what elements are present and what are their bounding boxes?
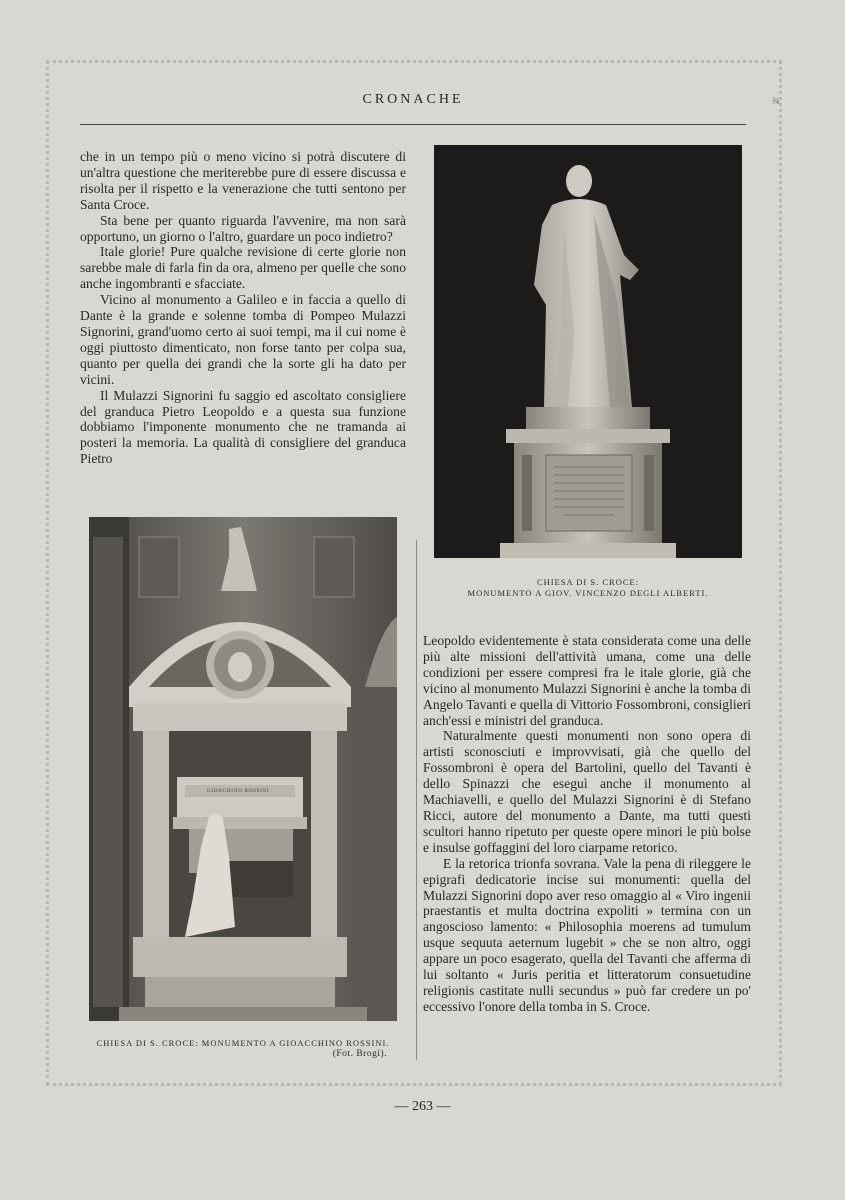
paragraph: Leopoldo evidentemente è stata considerata come una delle più alte missioni dell'attività umana, come una delle condizioni per essere compresi fra le itale glorie, già che vicino al monumento Mulazzi Signorini è anche la tomba di Angelo Tavanti e quella di Vittorio Fossombroni, consiglieri anch'essi e ministri del granduca. bbox=[423, 633, 751, 728]
header-rule bbox=[80, 124, 746, 125]
paragraph: che in un tempo più o meno vicino si potrà discutere di un'altra questione che meriterebbe pure di essere discussa e risolta per il rispetto e la venerazione che tutti sentono per Santa Croce. bbox=[80, 149, 406, 212]
caption-rossini bbox=[89, 1038, 397, 1060]
caption-alberti bbox=[434, 577, 742, 599]
paragraph: Itale glorie! Pure qualche revisione di certe glorie non sarebbe male di farla fin da ora, almeno per quelle che sono anche ingombranti e sfacciate. bbox=[80, 244, 406, 292]
caption-line: CHIESA DI S. CROCE: MONUMENTO A GIOACCHINO ROSSINI. bbox=[96, 1038, 390, 1048]
photo-alberti-monument bbox=[434, 145, 742, 558]
caption-line: CHIESA DI S. CROCE: bbox=[536, 577, 640, 587]
photo-credit: (Fot. Brogi). bbox=[332, 1049, 387, 1059]
paragraph: E la retorica trionfa sovrana. Vale la pena di rileggere le epigrafi dedicatorie incise sui monumenti: quella del Mulazzi Signorini dopo aver reso omaggio al « Viro ingenii praestantis et multa doctrina expoliti » termina con un angoscioso lamento: « Philosophia moerens ad tumulum usque sequuta aeternum lugebit » che se non altro, oggi appare un poco esagerato, quella del Tavanti che afferma di lui soltanto « Juris peritia et litteratorum consuetudine religionis castitate nulli secundus » può far credere un po' eccessivo l'onore della tomba in S. Croce. bbox=[423, 855, 751, 1014]
edge-mark: ¾ bbox=[772, 96, 780, 107]
page-number: — 263 — bbox=[394, 1099, 451, 1114]
paragraph: Naturalmente questi monumenti non sono opera di artisti sconosciuti e improvvisati, già che quello del Fossombroni è opera del Bartolini, quello del Tavanti è dello Spinazzi che eseguì anche il monumento al Machiavelli, e quello del Mulazzi Signorini è di Stefano Ricci, autore del monumento a Dante, ma tutti questi scultori hanno ripetuto per queste opere minori le più bolse e insulse goffaggini del loro ciarpame retorico. bbox=[423, 728, 751, 855]
paragraph: Il Mulazzi Signorini fu saggio ed ascoltato consigliere del granduca Pietro Leopoldo e a questa sua funzione dobbiamo l'imponente monumento che ne tramanda ai posteri la memoria. La qualità di consigliere del granduca Pietro bbox=[80, 387, 406, 467]
column-divider bbox=[416, 540, 417, 1060]
paragraph: Sta bene per quanto riguarda l'avvenire, ma non sarà opportuno, un giorno o l'altro, guardare un poco indietro? bbox=[80, 212, 406, 244]
tomb-inscription: GIOACHINO ROSSINI bbox=[206, 788, 270, 794]
paragraph: Vicino al monumento a Galileo e in faccia a quello di Dante è la grande e solenne tomba di Pompeo Mulazzi Signorini, grand'uomo certo ai suoi tempi, ma il cui nome è oggi piuttosto dimenticato, non forse tanto per colpa sua, quanto per quella dei grandi che la sorte gli ha dato per vicini. bbox=[80, 292, 406, 387]
statue-illustration bbox=[434, 145, 742, 558]
caption-line: MONUMENTO A GIOV. VINCENZO DEGLI ALBERTI. bbox=[467, 588, 709, 598]
right-text-column bbox=[423, 633, 751, 1015]
left-text-column bbox=[80, 149, 406, 467]
tomb-illustration bbox=[89, 517, 397, 1021]
photo-rossini-monument bbox=[89, 517, 397, 1021]
running-header: CRONACHE bbox=[362, 92, 464, 107]
